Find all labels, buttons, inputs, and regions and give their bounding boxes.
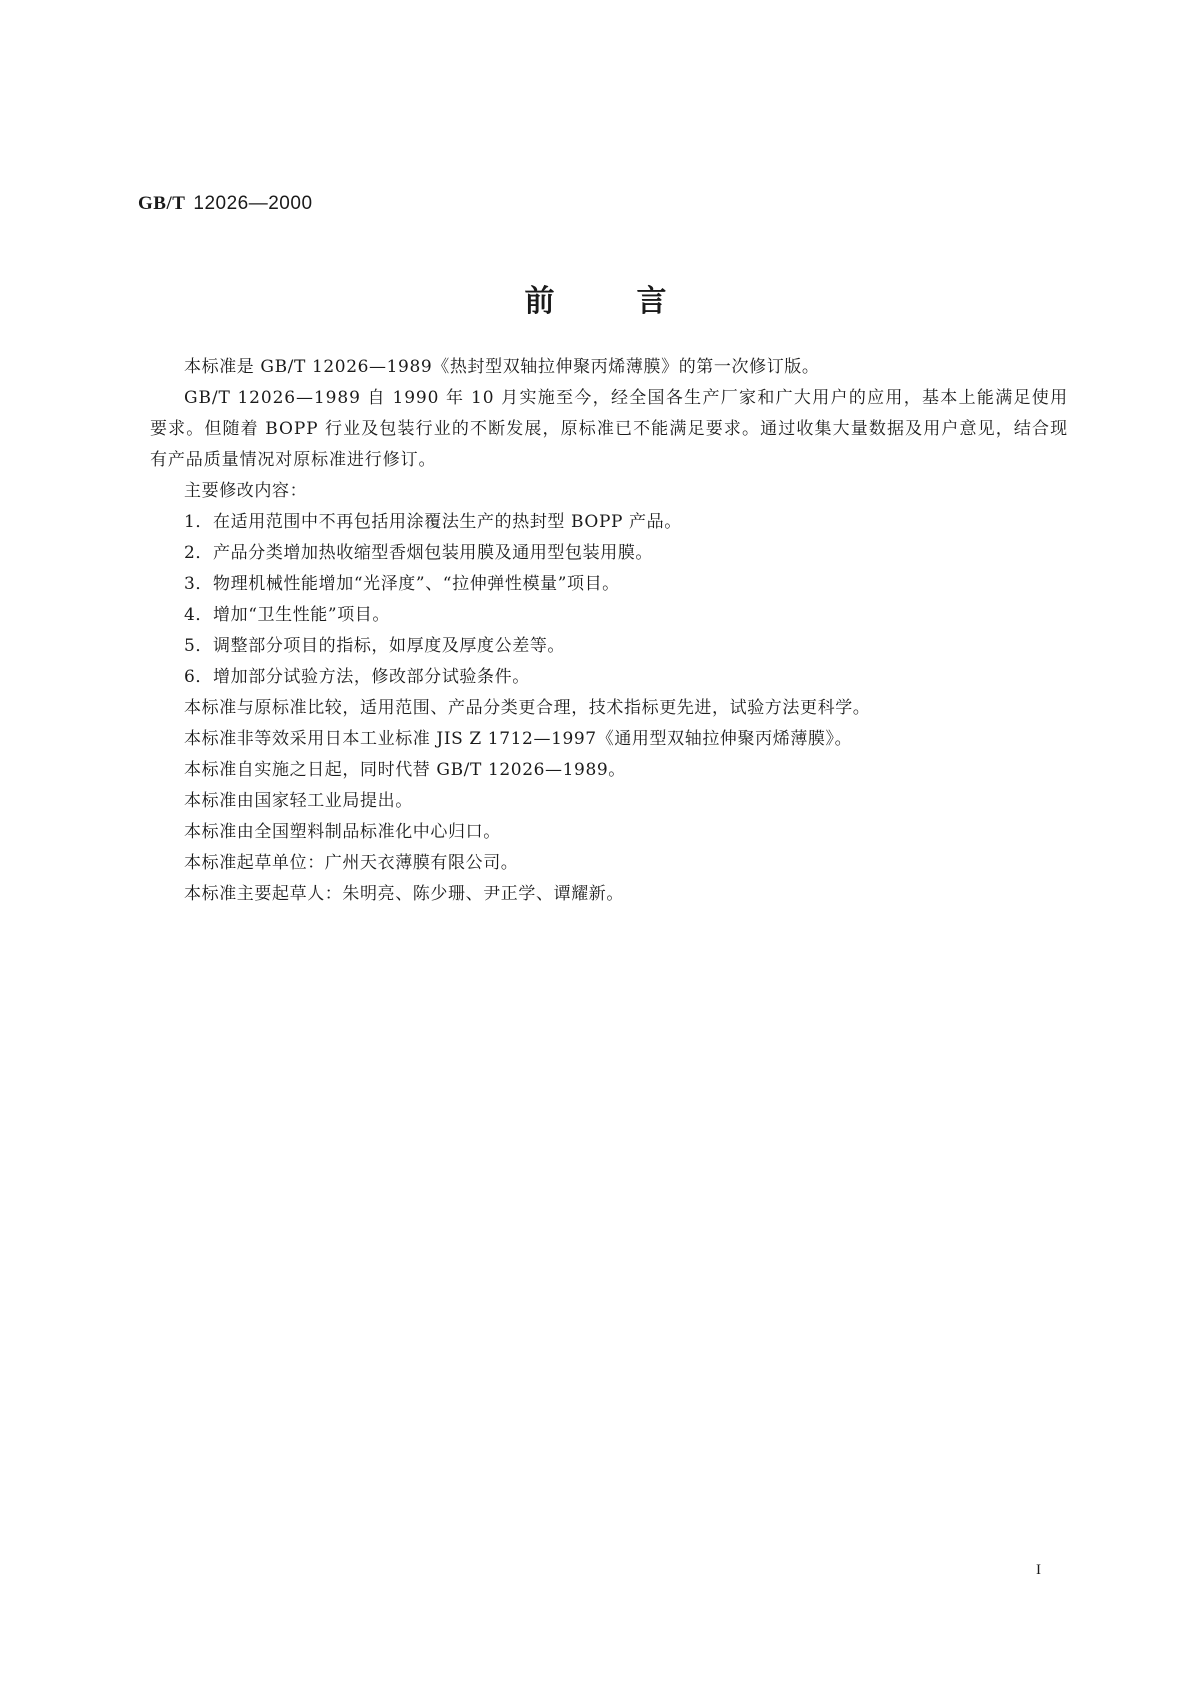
paragraph-comparison: 本标准与原标准比较，适用范围、产品分类更合理，技术指标更先进，试验方法更科学。 <box>184 698 871 718</box>
standard-code-number: 12026—2000 <box>193 193 313 214</box>
paragraph-background: GB/T 12026—1989 自 1990 年 10 月实施至今，经全国各生产厂家和广大用户的应用，基本上能满足使用要求。但随着 BOPP 行业及包装行业的不断发展，原标准已不能满足要求。通过收集大量数据及用户意见，结合现有产品质量情况对原标准进行修订。 <box>150 388 1068 470</box>
list-item-change-4: 4．增加“卫生性能”项目。 <box>184 605 390 625</box>
list-item-change-1: 1．在适用范围中不再包括用涂覆法生产的热封型 BOPP 产品。 <box>184 512 682 532</box>
foreword-body <box>150 352 1068 910</box>
page-title: 前言 <box>524 284 749 319</box>
paragraph-adoption: 本标准非等效采用日本工业标准 JIS Z 1712—1997《通用型双轴拉伸聚丙烯薄膜》。 <box>184 729 853 749</box>
list-item-change-5: 5．调整部分项目的指标，如厚度及厚度公差等。 <box>184 636 566 656</box>
paragraph-main-changes-heading: 主要修改内容： <box>184 481 308 501</box>
list-item-change-3: 3．物理机械性能增加“光泽度”、“拉伸弹性模量”项目。 <box>184 574 620 594</box>
list-item-change-6: 6．增加部分试验方法，修改部分试验条件。 <box>184 667 530 687</box>
paragraph-administrator: 本标准由全国塑料制品标准化中心归口。 <box>184 822 501 842</box>
paragraph-drafting-unit: 本标准起草单位：广州天衣薄膜有限公司。 <box>184 853 519 873</box>
standard-code <box>138 191 313 216</box>
list-item-change-2: 2．产品分类增加热收缩型香烟包装用膜及通用型包装用膜。 <box>184 543 654 563</box>
page-number: I <box>1036 1562 1041 1578</box>
paragraph-revision-note: 本标准是 GB/T 12026—1989《热封型双轴拉伸聚丙烯薄膜》的第一次修订版。 <box>184 357 820 377</box>
paragraph-replacement: 本标准自实施之日起，同时代替 GB/T 12026—1989。 <box>184 760 626 780</box>
paragraph-drafters: 本标准主要起草人：朱明亮、陈少珊、尹正学、谭耀新。 <box>184 884 624 904</box>
standard-code-prefix: GB/T <box>138 193 186 214</box>
paragraph-proposer: 本标准由国家轻工业局提出。 <box>184 791 413 811</box>
